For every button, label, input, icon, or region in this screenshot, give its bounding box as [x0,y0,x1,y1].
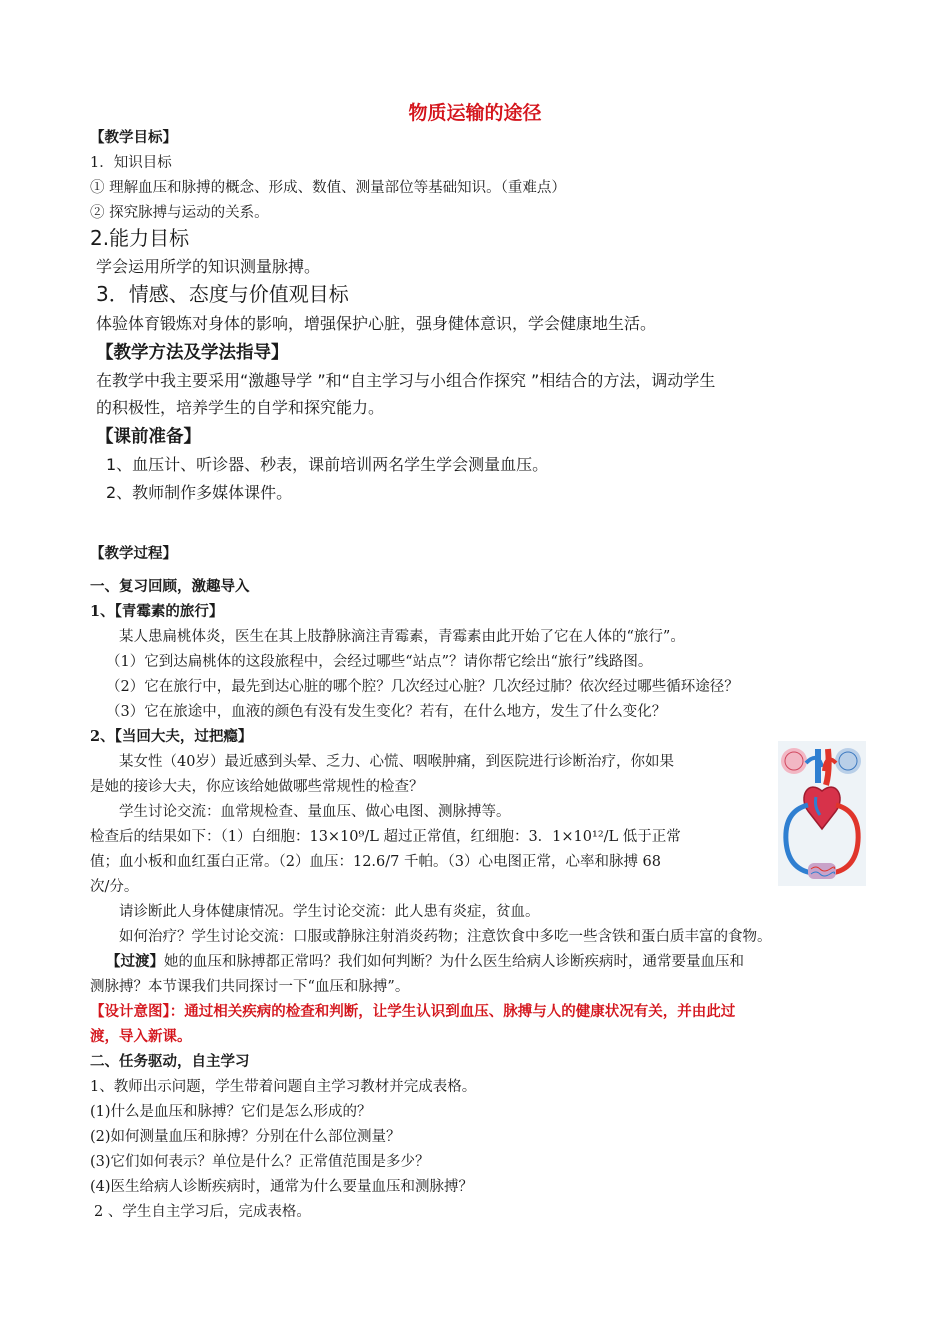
design-line-2: 渡，导入新课。 [90,1028,192,1045]
item-1-question-3: （3）它在旅途中，血液的颜色有没有发生变化？若有，在什么地方，发生了什么变化？ [106,704,667,720]
transition-text-1: 她的血压和脉搏都正常吗？我们如何判断？为什么医生给病人诊断疾病时，通常要量血压和 [164,954,744,970]
design-text-1: ：通过相关疾病的检查和判断，让学生认识到血压、脉搏与人的健康状况有关，并由此过 [169,1003,736,1020]
item-2-title: 2、【当回大夫，过把瘾】 [90,728,253,745]
treat-line: 如何治疗？学生讨论交流：口服或静脉注射消炎药物；注意饮食中多吃一些含铁和蛋白质丰富的食物。 [119,929,772,945]
item-1-text: 某人患扁桃体炎，医生在其上肢静脉滴注青霉素，青霉素由此开始了它在人体的“旅行”。 [119,629,685,645]
goal-1: ① 理解血压和脉搏的概念、形成、数值、测量部位等基础知识。（重难点） [90,180,566,196]
process-header: 【教学过程】 [90,545,177,562]
task-1: 1、教师出示问题，学生带着问题自主学习教材并完成表格。 [90,1079,477,1095]
diagnose-line: 请诊断此人身体健康情况。学生讨论交流：此人患有炎症，贫血。 [119,904,540,920]
left-lung-icon [781,748,807,774]
method-header: 【教学方法及学法指导】 [96,343,289,363]
discuss-line: 学生讨论交流：血常规检查、量血压、做心电图、测脉搏等。 [119,804,511,820]
knowledge-goal: 1．知识目标 [90,155,172,171]
objectives-header: 【教学目标】 [90,129,177,146]
item-1-title: 1、【青霉素的旅行】 [90,603,224,620]
circulation-diagram [778,741,866,886]
page-title: 物质运输的途径 [408,102,542,124]
right-lung-icon [835,748,861,774]
goal-2: ② 探究脉搏与运动的关系。 [90,205,269,221]
transition-line-1 [106,952,744,972]
emotion-goal: 3．情感、态度与价值观目标 [96,282,349,306]
section-1-heading: 一、复习回顾，激趣导入 [90,578,250,595]
prep-2: 2、教师制作多媒体课件。 [106,483,293,502]
item-1-question-2: （2）它在旅行中，最先到达心脏的哪个腔？几次经过心脏？几次经过肺？依次经过哪些循环途径？ [106,679,739,695]
prep-1: 1、血压计、听诊器、秒表，课前培训两名学生学会测量血压。 [106,455,549,474]
task-question-4: (4)医生给病人诊断疾病时，通常为什么要量血压和测脉搏？ [90,1179,474,1195]
design-label: 【设计意图】 [90,1003,170,1020]
transition-label: 【过渡】 [106,953,164,970]
task-2: 2 、学生自主学习后，完成表格。 [94,1204,311,1220]
transition-line-2: 测脉搏？本节课我们共同探讨一下“血压和脉搏”。 [90,979,410,995]
capillary-bed-icon [808,863,836,879]
method-text-1: 在教学中我主要采用“激趣导学 ”和“自主学习与小组合作探究 ”相结合的方法，调动学生 [96,371,716,390]
method-text-2: 的积极性，培养学生的自学和探究能力。 [96,398,385,417]
emotion-text: 体验体育锻炼对身体的影响，增强保护心脏，强身健体意识，学会健康地生活。 [96,314,657,333]
task-question-3: (3)它们如何表示？单位是什么？正常值范围是多少？ [90,1154,430,1170]
result-line-3: 次/分。 [90,879,139,895]
prep-header: 【课前准备】 [96,427,201,447]
case-line-2: 是她的接诊大夫，你应该给她做哪些常规性的检查？ [90,779,424,795]
result-line-2: 值；血小板和血红蛋白正常。（2）血压：12.6/7 千帕。（3）心电图正常，心率和脉搏 68 [90,854,662,870]
section-2-heading: 二、任务驱动，自主学习 [90,1053,250,1070]
aorta [826,749,829,785]
item-1-question-1: （1）它到达扁桃体的这段旅程中，会经过哪些“站点”？请你帮它绘出“旅行”线路图。 [106,654,653,670]
ability-goal: 2.能力目标 [90,226,190,250]
case-line-1: 某女性（40岁）最近感到头晕、乏力、心慌、咽喉肿痛，到医院进行诊断治疗，你如果 [119,754,674,770]
design-line-1 [90,1002,735,1022]
task-question-2: (2)如何测量血压和脉搏？分别在什么部位测量？ [90,1129,401,1145]
result-line-1: 检查后的结果如下：（1）白细胞：13×10⁹/L 超过正常值，红细胞：3．1×10¹²/L 低于正常 [90,829,681,845]
task-question-1: (1)什么是血压和脉搏？它们是怎么形成的？ [90,1104,372,1120]
ability-text: 学会运用所学的知识测量脉搏。 [96,257,321,276]
